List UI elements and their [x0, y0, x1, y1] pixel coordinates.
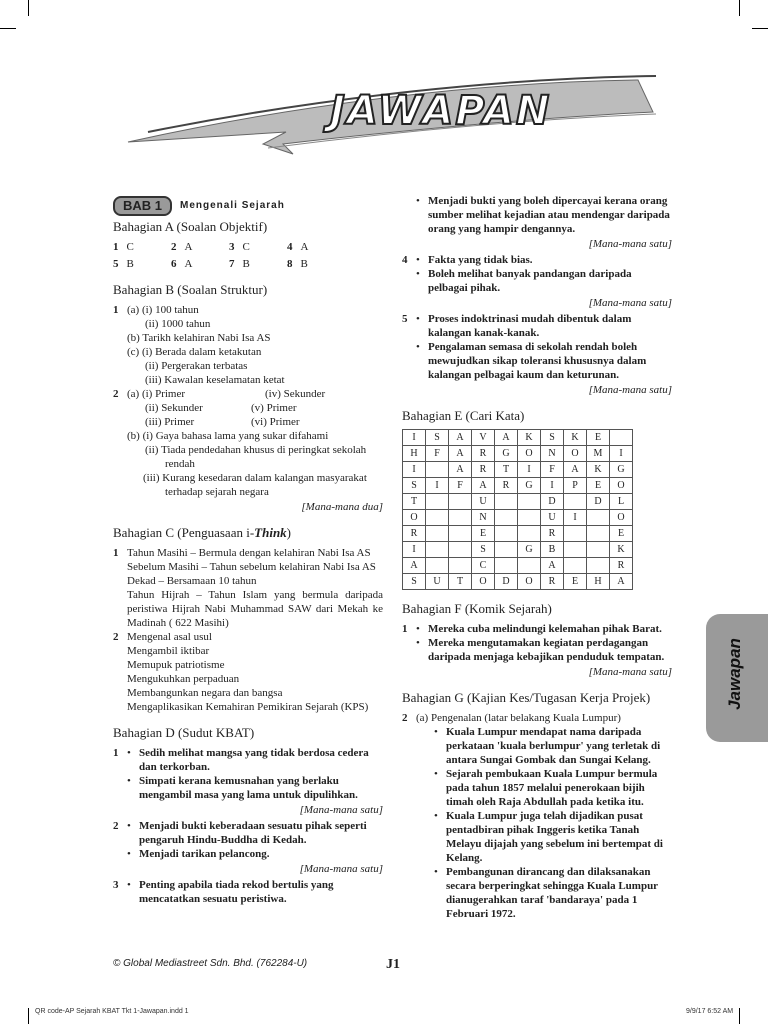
- grid-cell: [518, 558, 541, 574]
- answer-line: (c) (i) Berada dalam ketakutan: [127, 346, 262, 358]
- grid-cell: [518, 526, 541, 542]
- grid-cell: [426, 542, 449, 558]
- section-g-title: Bahagian G (Kajian Kes/Tugasan Kerja Projek): [402, 690, 651, 705]
- grid-cell: [564, 558, 587, 574]
- grid-cell: A: [610, 574, 633, 590]
- answer-line: (iii) Kawalan keselamatan ketat: [145, 374, 285, 386]
- grid-cell: A: [564, 462, 587, 478]
- grid-cell: [587, 558, 610, 574]
- answer-line: Mengaplikasikan Kemahiran Pemikiran Sejarah (KPS): [127, 701, 369, 713]
- grid-cell: E: [472, 526, 495, 542]
- grid-cell: D: [587, 494, 610, 510]
- grid-cell: D: [541, 494, 564, 510]
- answer-line: Tahun Hijrah – Tahun Islam yang bermula daripada peristiwa Hijrah Nabi Muhammad SAW dari Mekah ke Madinah ( 622 Masihi): [127, 589, 383, 629]
- answer-line: (b) (i) Gaya bahasa lama yang sukar difahami: [127, 430, 329, 442]
- note: [Mana-mana satu]: [299, 863, 383, 875]
- answer-line: (ii) Pergerakan terbatas: [145, 360, 248, 372]
- grid-row: [403, 574, 633, 590]
- chapter-badge: BAB 1: [113, 196, 172, 216]
- answer-row: 5 B 6 A 7 B 8 B: [113, 258, 308, 270]
- grid-cell: R: [403, 526, 426, 542]
- grid-cell: [426, 526, 449, 542]
- grid-cell: U: [541, 510, 564, 526]
- answer-item: • Mereka mengutamakan kegiatan perdagangan daripada menjaga kebajikan penduduk tempatan.: [416, 637, 665, 663]
- grid-cell: K: [564, 430, 587, 446]
- answer-line: 1 Tahun Masihi – Bermula dengan kelahiran Nabi Isa AS: [113, 547, 371, 559]
- grid-cell: [449, 558, 472, 574]
- copyright: © Global Mediastreet Sdn. Bhd. (762284-U): [113, 958, 308, 969]
- grid-cell: [518, 510, 541, 526]
- crop-mark: [28, 0, 29, 16]
- grid-row: [403, 526, 633, 542]
- answer-line: Sebelum Masihi – Tahun sebelum kelahiran Nabi Isa AS: [127, 561, 376, 573]
- answer-line: 2 (a) (i) Primer (iv) Sekunder: [113, 388, 326, 400]
- grid-cell: O: [518, 574, 541, 590]
- grid-row: [403, 446, 633, 462]
- answer-item: • Pembangunan dirancang dan dilaksanakan secara berperingkat sehingga Kuala Lumpur dianugerahkan taraf 'bandaraya' pada 1 Februari 1972.: [434, 866, 658, 920]
- section-b-title: Bahagian B (Soalan Struktur): [113, 282, 268, 297]
- grid-cell: [426, 510, 449, 526]
- grid-cell: A: [541, 558, 564, 574]
- grid-cell: K: [610, 542, 633, 558]
- answer-line: (b) Tarikh kelahiran Nabi Isa AS: [127, 332, 271, 344]
- grid-cell: R: [472, 446, 495, 462]
- grid-cell: G: [518, 478, 541, 494]
- grid-cell: I: [403, 430, 426, 446]
- crop-mark: [0, 28, 16, 29]
- answer-line: 1 (a) (i) 100 tahun: [113, 304, 199, 316]
- answer-item: • Sejarah pembukaan Kuala Lumpur bermula pada tahun 1857 melalui penerokaan bijih timah oleh Raja Abdullah pada ketika itu.: [434, 768, 658, 808]
- section-e-title: Bahagian E (Cari Kata): [402, 408, 525, 423]
- grid-cell: [587, 542, 610, 558]
- note: [Mana-mana satu]: [588, 297, 672, 309]
- answer-line: 2 (a) Pengenalan (latar belakang Kuala Lumpur): [402, 712, 621, 724]
- grid-cell: [426, 462, 449, 478]
- section-d-title: Bahagian D (Sudut KBAT): [113, 725, 255, 740]
- grid-cell: S: [403, 574, 426, 590]
- grid-cell: R: [472, 462, 495, 478]
- grid-cell: A: [449, 430, 472, 446]
- grid-row: [403, 510, 633, 526]
- crop-mark: [28, 1008, 29, 1024]
- grid-cell: U: [472, 494, 495, 510]
- answer-item: 4 • Fakta yang tidak bias.: [402, 254, 533, 266]
- grid-cell: [518, 494, 541, 510]
- grid-cell: [587, 526, 610, 542]
- crop-mark: [739, 1008, 740, 1024]
- grid-cell: E: [587, 430, 610, 446]
- section-a-title: Bahagian A (Soalan Objektif): [113, 219, 268, 234]
- grid-cell: [495, 542, 518, 558]
- answer-item: • Boleh melihat banyak pandangan daripada pelbagai pihak.: [416, 268, 632, 294]
- crop-mark: [739, 0, 740, 16]
- grid-cell: U: [426, 574, 449, 590]
- grid-cell: A: [403, 558, 426, 574]
- grid-cell: I: [403, 542, 426, 558]
- grid-cell: I: [518, 462, 541, 478]
- grid-cell: [449, 542, 472, 558]
- grid-cell: [449, 494, 472, 510]
- grid-cell: G: [495, 446, 518, 462]
- note: [Mana-mana satu]: [299, 804, 383, 816]
- grid-row: [403, 494, 633, 510]
- section-c-title: Bahagian C (Penguasaan i-Think): [113, 525, 292, 540]
- grid-cell: [495, 558, 518, 574]
- answer-line: (ii) Tiada pendedahan khusus di peringkat sekolah rendah: [145, 444, 367, 470]
- grid-cell: O: [518, 446, 541, 462]
- grid-cell: F: [426, 446, 449, 462]
- grid-cell: [495, 526, 518, 542]
- grid-cell: T: [403, 494, 426, 510]
- side-tab-label: Jawapan: [725, 638, 744, 710]
- grid-cell: A: [472, 478, 495, 494]
- grid-cell: N: [472, 510, 495, 526]
- grid-cell: [449, 526, 472, 542]
- grid-cell: D: [495, 574, 518, 590]
- grid-cell: [426, 494, 449, 510]
- grid-cell: O: [403, 510, 426, 526]
- grid-cell: G: [610, 462, 633, 478]
- grid-cell: O: [610, 510, 633, 526]
- chapter-title: Mengenali Sejarah: [180, 200, 285, 211]
- answer-item: 2 • Menjadi bukti keberadaan sesuatu pihak seperti pengaruh Hindu-Buddha di Kedah.: [113, 820, 367, 846]
- grid-cell: E: [587, 478, 610, 494]
- grid-cell: M: [587, 446, 610, 462]
- answer-line: (ii) 1000 tahun: [145, 318, 211, 330]
- note: [Mana-mana dua]: [301, 501, 383, 513]
- grid-cell: [564, 542, 587, 558]
- grid-cell: H: [587, 574, 610, 590]
- answer-item: 1 • Mereka cuba melindungi kelemahan pihak Barat.: [402, 623, 662, 635]
- grid-cell: [564, 526, 587, 542]
- grid-cell: F: [449, 478, 472, 494]
- grid-cell: T: [449, 574, 472, 590]
- grid-cell: G: [518, 542, 541, 558]
- grid-cell: O: [472, 574, 495, 590]
- grid-cell: A: [449, 462, 472, 478]
- grid-cell: L: [610, 494, 633, 510]
- answer-item: • Pengalaman semasa di sekolah rendah boleh mewujudkan sikap toleransi khususnya dalam kalangan pelbagai kaum dan keturunan.: [416, 341, 647, 381]
- right-column: [402, 194, 672, 921]
- grid-cell: A: [495, 430, 518, 446]
- answer-item: 5 • Proses indoktrinasi mudah dibentuk dalam kalangan kanak-kanak.: [402, 313, 632, 339]
- grid-cell: S: [403, 478, 426, 494]
- answer-item: • Simpati kerana kemusnahan yang berlaku mengambil masa yang lama untuk dipulihkan.: [127, 775, 358, 801]
- grid-cell: K: [587, 462, 610, 478]
- grid-row: [403, 478, 633, 494]
- grid-cell: R: [495, 478, 518, 494]
- answer-line: Mengukuhkan perpaduan: [127, 673, 240, 685]
- grid-cell: S: [472, 542, 495, 558]
- grid-cell: I: [403, 462, 426, 478]
- grid-cell: [564, 494, 587, 510]
- answer-line: Memupuk patriotisme: [127, 659, 225, 671]
- answer-item: • Menjadi tarikan pelancong.: [127, 848, 270, 860]
- grid-cell: O: [564, 446, 587, 462]
- grid-cell: S: [541, 430, 564, 446]
- crop-mark: [752, 28, 768, 29]
- grid-cell: I: [426, 478, 449, 494]
- answer-line: Membangunkan negara dan bangsa: [127, 687, 283, 699]
- grid-row: [403, 542, 633, 558]
- slug-date: 9/9/17 6:52 AM: [686, 1008, 734, 1015]
- answer-line: (iii) Kurang kesedaran dalam kalangan masyarakat terhadap sejarah negara: [143, 472, 367, 498]
- answer-line: 2 Mengenal asal usul: [113, 631, 212, 643]
- grid-cell: E: [564, 574, 587, 590]
- grid-cell: F: [541, 462, 564, 478]
- answer-item: • Menjadi bukti yang boleh dipercayai kerana orang sumber melihat kejadian atau mendengar daripada orang yang hampir dengannya.: [416, 195, 670, 235]
- page-title: JAWAPAN: [330, 88, 552, 134]
- grid-cell: [495, 494, 518, 510]
- note: [Mana-mana satu]: [588, 384, 672, 396]
- grid-cell: R: [541, 574, 564, 590]
- grid-cell: E: [610, 526, 633, 542]
- grid-cell: [426, 558, 449, 574]
- page-number: J1: [386, 957, 400, 972]
- grid-row: [403, 430, 633, 446]
- grid-cell: C: [472, 558, 495, 574]
- grid-cell: A: [449, 446, 472, 462]
- grid-cell: K: [518, 430, 541, 446]
- chapter-heading: [113, 196, 383, 216]
- answer-line: (ii) Sekunder (v) Primer: [145, 402, 297, 414]
- answer-line: Dekad – Bersamaan 10 tahun: [127, 575, 257, 587]
- grid-cell: B: [541, 542, 564, 558]
- slug-file: QR code-AP Sejarah KBAT Tkt 1-Jawapan.indd 1: [35, 1008, 189, 1015]
- grid-cell: P: [564, 478, 587, 494]
- answer-line: (iii) Primer (vi) Primer: [145, 416, 300, 428]
- grid-cell: O: [610, 478, 633, 494]
- grid-cell: N: [541, 446, 564, 462]
- section-f-title: Bahagian F (Komik Sejarah): [402, 601, 552, 616]
- grid-cell: [449, 510, 472, 526]
- answer-item: • Kuala Lumpur mendapat nama daripada perkataan 'kuala berlumpur' yang terletak di antara Sungai Gombak dan Sungai Kelang.: [434, 726, 661, 766]
- grid-cell: I: [564, 510, 587, 526]
- grid-row: [403, 558, 633, 574]
- answer-item: 3 • Penting apabila tiada rekod bertulis yang mencatatkan sesuatu peristiwa.: [113, 879, 334, 905]
- grid-cell: I: [541, 478, 564, 494]
- note: [Mana-mana satu]: [588, 238, 672, 250]
- word-search-grid: [402, 429, 633, 590]
- answer-item: • Kuala Lumpur juga telah dijadikan pusat pentadbiran pihak Inggeris ketika Tanah Melayu dijajah yang sebelum ini bertempat di Kelang.: [434, 810, 663, 864]
- grid-cell: T: [495, 462, 518, 478]
- grid-cell: R: [541, 526, 564, 542]
- grid-cell: [495, 510, 518, 526]
- note: [Mana-mana satu]: [588, 666, 672, 678]
- grid-cell: [587, 510, 610, 526]
- answer-row: 1 C 2 A 3 C 4 A: [113, 241, 309, 253]
- answer-line: Mengambil iktibar: [127, 645, 210, 657]
- grid-cell: V: [472, 430, 495, 446]
- grid-cell: R: [610, 558, 633, 574]
- answer-item: 1 • Sedih melihat mangsa yang tidak berdosa cedera dan terkorban.: [113, 747, 369, 773]
- grid-cell: H: [403, 446, 426, 462]
- grid-cell: S: [426, 430, 449, 446]
- grid-cell: [610, 430, 633, 446]
- grid-row: [403, 462, 633, 478]
- grid-cell: I: [610, 446, 633, 462]
- left-column: [113, 196, 383, 906]
